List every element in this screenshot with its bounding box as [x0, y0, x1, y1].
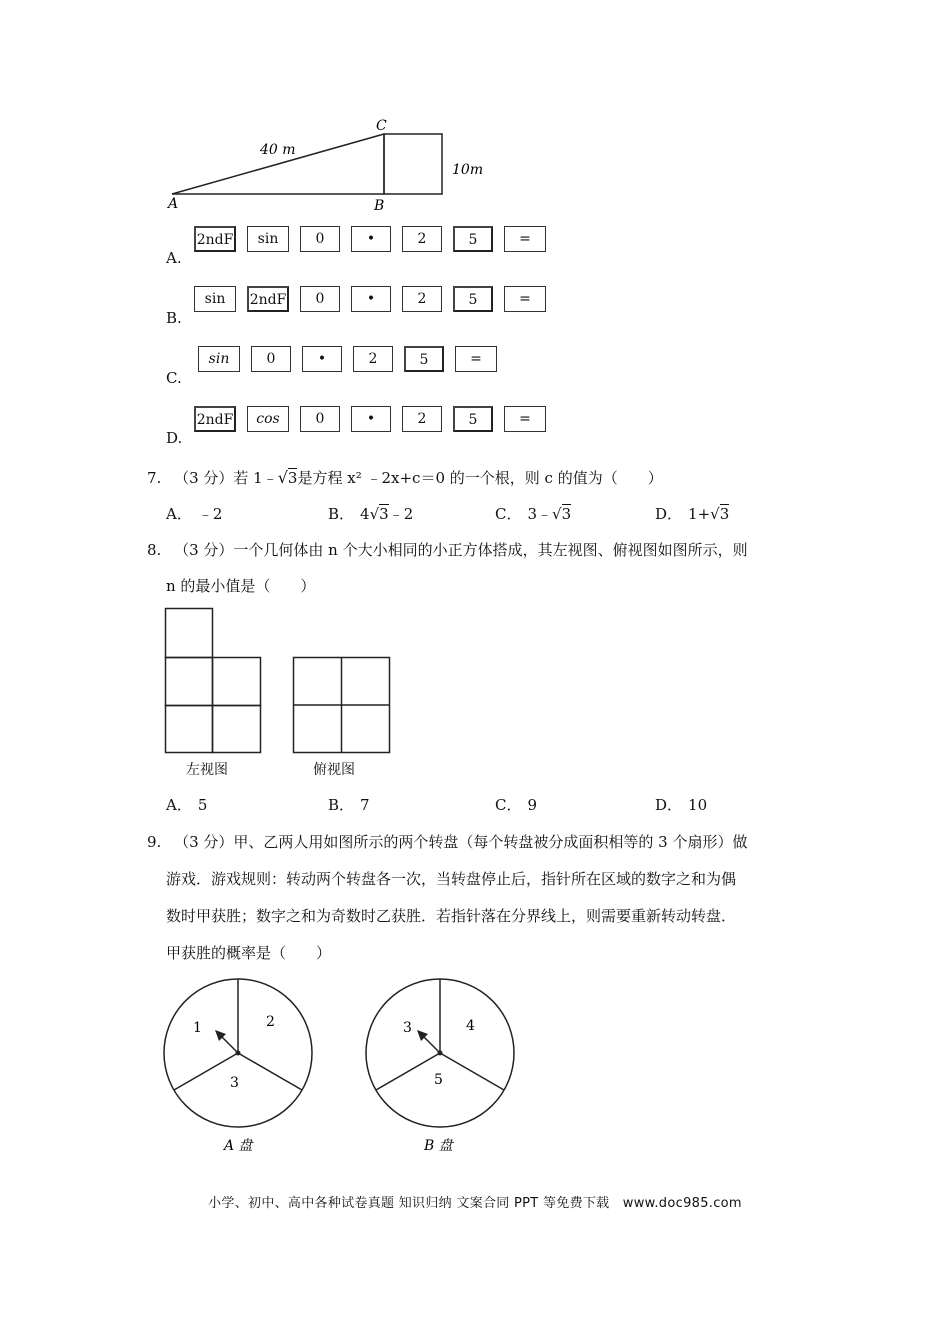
calculator-key: =: [504, 286, 546, 312]
triangle-figure: [160, 112, 500, 217]
spinner-b-number-3: 3: [403, 1020, 412, 1036]
calculator-key: 5: [453, 226, 493, 252]
calculator-key: cos: [247, 406, 289, 432]
radicand: 3: [719, 505, 730, 523]
spinner-b: [362, 975, 522, 1160]
spinner-a-number-2: 2: [266, 1014, 275, 1030]
calculator-key: •: [302, 346, 342, 372]
q9-text-1: （3 分）甲、乙两人用如图所示的两个转盘（每个转盘被分成面积相等的 3 个扇形）做: [174, 833, 748, 851]
calculator-key: 2: [402, 406, 442, 432]
option-letter: C．: [495, 796, 522, 814]
calculator-key: =: [455, 346, 497, 372]
calculator-key: =: [504, 406, 546, 432]
option-text: 7: [360, 796, 370, 814]
option-letter: A．: [166, 796, 192, 814]
spinner-b-number-5: 5: [434, 1072, 443, 1088]
q8-text-1: （3 分）一个几何体由 n 个大小相同的小正方体搭成，其左视图、俯视图如图所示，则: [174, 541, 748, 559]
calculator-key: •: [351, 286, 391, 312]
spinner-a-number-3: 3: [230, 1075, 239, 1091]
q7-option: [495, 504, 571, 524]
sqrt-symbol: √: [552, 505, 562, 523]
q9-line2: 游戏．游戏规则：转动两个转盘各一次，当转盘停止后，指针所在区域的数字之和为偶: [166, 870, 737, 888]
q7-stem: [147, 468, 663, 488]
calculator-key: sin: [247, 226, 289, 252]
option-text: 5: [197, 796, 208, 814]
calculator-key: 2: [353, 346, 393, 372]
option-letter: C．: [495, 505, 522, 523]
q8-option: [495, 795, 537, 815]
q6-option-letter: C.: [166, 369, 182, 387]
calculator-key: 0: [251, 346, 291, 372]
point-a-label: A: [168, 196, 179, 212]
calculator-key: 5: [453, 286, 493, 312]
calculator-key: 0: [300, 406, 340, 432]
q8-line1: [147, 540, 748, 560]
calculator-key: 0: [300, 286, 340, 312]
spinner-a-number-1: 1: [193, 1020, 202, 1036]
q8-option: [166, 795, 207, 815]
sqrt-symbol: √: [277, 468, 288, 487]
q8-option: [328, 795, 370, 815]
calculator-key: sin: [198, 346, 240, 372]
top-view-figure: [292, 656, 392, 756]
calculator-key: sin: [194, 286, 236, 312]
calculator-key: 2: [402, 286, 442, 312]
q8-option: [655, 795, 707, 815]
q7-score: （3 分）若 1﹣: [174, 469, 278, 487]
q6-option-letter: D.: [166, 429, 183, 447]
point-b-label: B: [374, 198, 385, 214]
calculator-key: •: [351, 226, 391, 252]
option-text: 10: [688, 796, 708, 814]
q9-number: 9.: [147, 833, 162, 851]
calculator-key: 5: [404, 346, 444, 372]
top-view-label: 俯视图: [313, 762, 355, 778]
spinner-b-number-4: 4: [466, 1018, 475, 1034]
calculator-key: 2: [402, 226, 442, 252]
option-text: 9: [527, 796, 538, 814]
spinner-a: [160, 975, 320, 1160]
spinner-b-label: B 盘: [424, 1138, 453, 1154]
height-label: 10m: [452, 162, 484, 178]
calculator-key: 5: [453, 406, 493, 432]
calculator-key: 2ndF: [247, 286, 289, 312]
sqrt-symbol: √: [710, 505, 720, 523]
option-tail: ﹣2: [388, 505, 414, 523]
calculator-key: 2ndF: [194, 406, 236, 432]
sqrt-symbol: √: [369, 505, 380, 523]
option-text: ﹣2: [197, 505, 223, 523]
left-view-figure: [164, 607, 264, 755]
option-text: 3﹣: [527, 505, 553, 523]
radicand: 3: [561, 505, 572, 523]
option-letter: A．: [166, 505, 192, 523]
point-c-label: C: [376, 118, 387, 134]
footer-text: 小学、初中、高中各种试卷真题 知识归纳 文案合同 PPT 等免费下载 www.doc985.com: [208, 1196, 742, 1211]
calculator-key: 2ndF: [194, 226, 236, 252]
side-ac-label: 40 m: [260, 142, 296, 158]
option-letter: D．: [655, 796, 683, 814]
q7-option: [328, 504, 413, 524]
spinner-a-label: A 盘: [224, 1138, 253, 1154]
q6-option-letter: A.: [166, 249, 182, 267]
left-view-label: 左视图: [186, 762, 228, 778]
q7-number: 7.: [147, 469, 162, 487]
option-letter: B．: [328, 505, 355, 523]
q9-line4: 甲获胜的概率是（ ）: [166, 944, 332, 962]
option-text: 1+: [688, 505, 711, 523]
q9-line3: 数时甲获胜；数字之和为奇数时乙获胜．若指针落在分界线上，则需要重新转动转盘．: [166, 907, 737, 925]
q7-option: [655, 504, 729, 524]
q8-number: 8.: [147, 541, 162, 559]
option-text: 4: [360, 505, 370, 523]
option-letter: B．: [328, 796, 355, 814]
calculator-key: 0: [300, 226, 340, 252]
option-letter: D．: [655, 505, 683, 523]
q7-rest: 是方程 x² ﹣2x+c＝0 的一个根，则 c 的值为（ ）: [297, 469, 663, 487]
calculator-key: •: [351, 406, 391, 432]
q7-option: [166, 504, 222, 524]
q7-radicand: 3: [287, 469, 298, 487]
calculator-key: =: [504, 226, 546, 252]
q9-line1: [147, 832, 748, 852]
q6-option-letter: B.: [166, 309, 182, 327]
radicand: 3: [379, 505, 389, 523]
q8-line2: n 的最小值是（ ）: [166, 577, 316, 595]
